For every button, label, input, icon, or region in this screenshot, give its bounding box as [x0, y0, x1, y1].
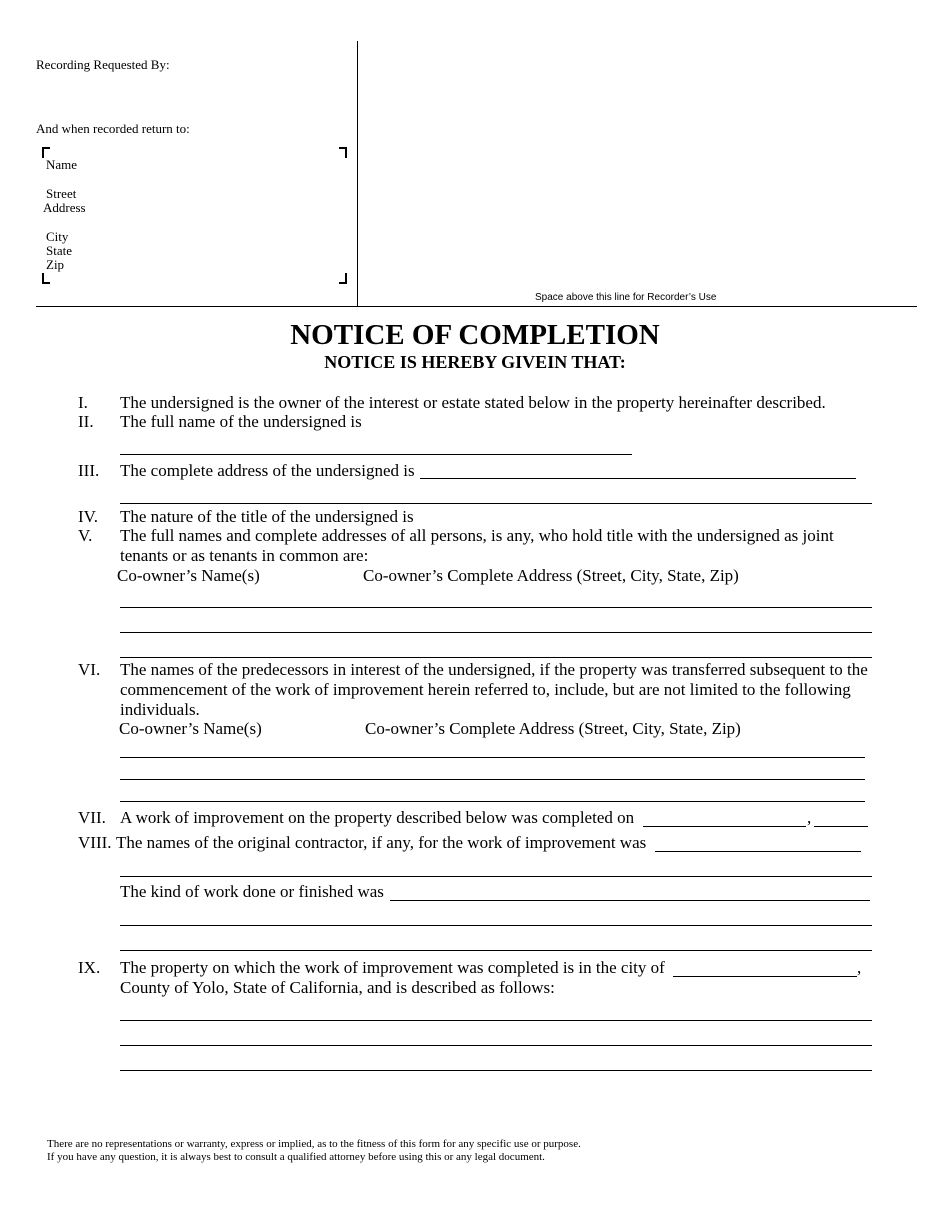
- address-box-corner-bottom-right: [339, 273, 347, 284]
- completion-date-comma: ,: [807, 808, 812, 827]
- v-coowner-line-2[interactable]: [120, 632, 872, 633]
- item-vi-line-3: individuals.: [120, 700, 200, 719]
- item-vii-text: A work of improvement on the property described below was completed on: [120, 808, 635, 827]
- kind-of-work-line-2[interactable]: [120, 925, 872, 926]
- disclaimer-line-1: There are no representations or warranty, express or implied, as to the fitness of this form for any specific use or purpose.: [47, 1138, 581, 1150]
- item-ii-text: The full name of the undersigned is: [120, 412, 362, 431]
- kind-of-work-line-3[interactable]: [120, 950, 872, 951]
- item-i-text: The undersigned is the owner of the interest or estate stated below in the property hereinafter described.: [120, 393, 826, 412]
- recorder-use-note: Space above this line for Recorder’s Use: [535, 292, 717, 303]
- item-ix-text: The property on which the work of improvement was completed is in the city of: [120, 958, 665, 977]
- item-v-line-2: tenants or as tenants in common are:: [120, 546, 369, 565]
- owner-address-line-1[interactable]: [420, 478, 856, 479]
- item-ix-line-2: County of Yolo, State of California, and is described as follows:: [120, 978, 555, 997]
- item-v-line-1: The full names and complete addresses of all persons, is any, who hold title with the undersigned as joint: [120, 526, 834, 545]
- item-viii-text: The names of the original contractor, if any, for the work of improvement was: [116, 833, 647, 852]
- owner-name-line[interactable]: [120, 454, 632, 455]
- kind-of-work-text: The kind of work done or finished was: [120, 882, 384, 901]
- v-coowner-line-1[interactable]: [120, 607, 872, 608]
- item-v-number: V.: [78, 526, 93, 545]
- v-coowner-name-heading: Co-owner’s Name(s): [117, 566, 260, 585]
- property-city-line[interactable]: [673, 976, 857, 977]
- property-description-line-1[interactable]: [120, 1020, 872, 1021]
- recorder-space-divider: [36, 306, 917, 307]
- vi-predecessor-line-2[interactable]: [120, 779, 865, 780]
- vi-predecessor-name-heading: Co-owner’s Name(s): [119, 719, 262, 738]
- recording-requested-by-label: Recording Requested By:: [36, 57, 170, 72]
- property-description-line-3[interactable]: [120, 1070, 872, 1071]
- return-state-label: State: [46, 243, 72, 258]
- return-street-label: Street: [46, 186, 77, 201]
- item-ii-number: II.: [78, 412, 94, 431]
- vi-predecessor-line-1[interactable]: [120, 757, 865, 758]
- return-address-label: Address: [43, 200, 86, 215]
- item-vii-number: VII.: [78, 808, 106, 827]
- vi-predecessor-line-3[interactable]: [120, 801, 865, 802]
- property-description-line-2[interactable]: [120, 1045, 872, 1046]
- item-vi-number: VI.: [78, 660, 101, 679]
- completion-date-line[interactable]: [643, 826, 806, 827]
- completion-year-line[interactable]: [814, 826, 868, 827]
- item-iii-number: III.: [78, 461, 100, 480]
- item-iii-text: The complete address of the undersigned is: [120, 461, 415, 480]
- kind-of-work-line-1[interactable]: [390, 900, 870, 901]
- item-iv-text: The nature of the title of the undersigned is: [120, 507, 414, 526]
- item-iv-number: IV.: [78, 507, 98, 526]
- address-box-corner-bottom-left: [42, 273, 50, 284]
- contractor-name-line-2[interactable]: [120, 876, 872, 877]
- header-vertical-divider: [357, 41, 358, 307]
- item-i-number: I.: [78, 393, 88, 412]
- return-city-label: City: [46, 229, 69, 244]
- form-subtitle: NOTICE IS HEREBY GIVEIN THAT:: [324, 352, 626, 372]
- item-ix-number: IX.: [78, 958, 101, 977]
- item-vi-line-2: commencement of the work of improvement herein referred to, include, but are not limited to the following: [120, 680, 851, 699]
- form-title: NOTICE OF COMPLETION: [290, 319, 660, 351]
- item-viii-number: VIII.: [78, 833, 112, 852]
- vi-predecessor-address-heading: Co-owner’s Complete Address (Street, City, State, Zip): [365, 719, 741, 738]
- address-box-corner-top-right: [339, 147, 347, 158]
- item-vi-line-1: The names of the predecessors in interest of the undersigned, if the property was transferred subsequent to the: [120, 660, 868, 679]
- contractor-name-line-1[interactable]: [655, 851, 861, 852]
- disclaimer-line-2: If you have any question, it is always best to consult a qualified attorney before using this or any legal document.: [47, 1151, 545, 1163]
- when-recorded-return-to-label: And when recorded return to:: [36, 121, 190, 136]
- return-name-label: Name: [46, 157, 78, 172]
- owner-address-line-2[interactable]: [120, 503, 872, 504]
- v-coowner-line-3[interactable]: [120, 657, 872, 658]
- property-city-comma: ,: [857, 958, 862, 977]
- v-coowner-address-heading: Co-owner’s Complete Address (Street, City, State, Zip): [363, 566, 739, 585]
- return-zip-label: Zip: [46, 257, 65, 272]
